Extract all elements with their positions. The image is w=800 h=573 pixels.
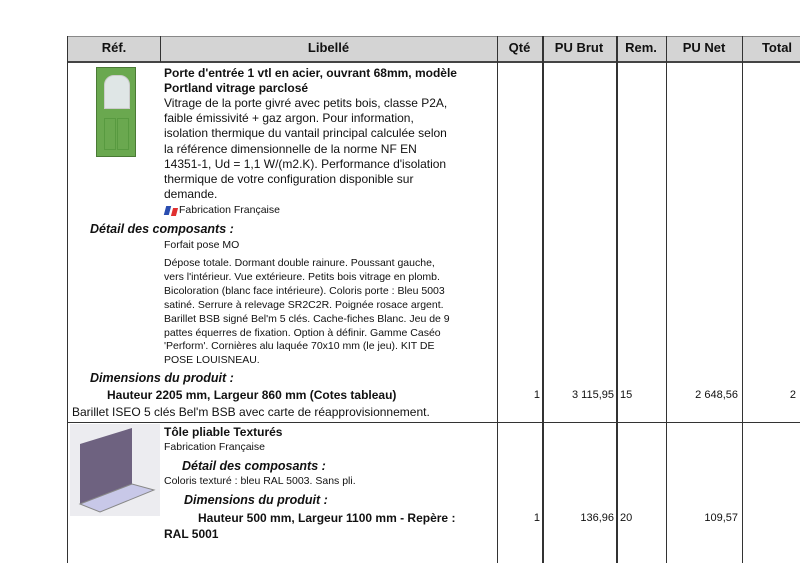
origin-label: Fabrication Française (179, 204, 280, 216)
desc-line: Vitrage de la porte givré avec petits bois, classe P2A, (164, 96, 448, 110)
door-image (96, 67, 136, 157)
origin-label: Fabrication Française (164, 441, 265, 453)
qty: 1 (533, 512, 540, 524)
french-flag-icon (165, 205, 177, 215)
dimensions: Hauteur 500 mm, Largeur 1100 mm - Repère : (198, 511, 456, 525)
desc-line: 14351-1, Ud = 1,1 W/(m2.K). Performance d'isolation (164, 156, 447, 171)
desc-line: thermique de votre configuration disponible sur (164, 172, 414, 186)
component: Forfait pose MO (164, 239, 240, 251)
component_2-line: Dépose totale. Dormant double rainure. Poussant gauche, (164, 257, 435, 269)
component_2-line: vers l'intérieur. Vue extérieure. Petits bois vitrage en plomb. (164, 270, 440, 283)
discount: 15 (620, 389, 633, 401)
col-qty: Qté (508, 40, 531, 55)
product-title: Porte d'entrée 1 vtl en acier, ouvrant 68mm, modèle (164, 66, 457, 80)
dimensions-label: Dimensions du produit : (90, 371, 234, 385)
component: Coloris texturé : bleu RAL 5003. Sans pli. (164, 475, 356, 487)
discount: 20 (620, 512, 633, 524)
total: 2 (789, 389, 796, 401)
desc-line: faible émissivité + gaz argon. Pour information, (164, 111, 414, 126)
pu-net: 109,57 (704, 512, 738, 524)
dimensions: Hauteur 2205 mm, Largeur 860 mm (Cotes tableau) (107, 388, 397, 402)
col-total: Total (761, 40, 793, 55)
desc-line: demande. (164, 187, 218, 202)
extra-line: Barillet ISEO 5 clés Bel'm BSB avec carte de réapprovisionnement. (72, 405, 430, 419)
component_2-line: Barillet BSB signé Bel'm 5 clés. Cache-fiches Blanc. Jeu de 9 (164, 312, 450, 325)
col-pu-brut: PU Brut (554, 40, 604, 55)
product-title: Portland vitrage parclosé (164, 81, 309, 95)
component_2-line: POSE LOUISNEAU. (164, 354, 260, 367)
col-rem: Rem. (625, 40, 657, 55)
component_2-line: satiné. Serrure à relevage SR2C2R. Poignée rosace argent. (164, 298, 444, 311)
dimensions-label: Dimensions du produit : (184, 493, 328, 507)
col-libelle: Libellé (307, 40, 350, 55)
sheet-image (70, 424, 160, 516)
component_2-line: 'Perform'. Cornières alu laquée 70x10 mm (le jeu). KIT DE (164, 340, 435, 353)
pu-brut: 136,96 (580, 512, 614, 524)
product-title: Tôle pliable Texturés (164, 425, 283, 439)
components-label: Détail des composants : (90, 222, 234, 236)
pu-net: 2 648,56 (695, 389, 738, 401)
desc-line: isolation thermique du vantail principal calculée selon (164, 126, 447, 141)
component_2-line: pattes équerres de fixation. Option à définir. Gamme Caséo (164, 326, 441, 339)
components-label: Détail des composants : (182, 459, 326, 473)
col-pu-net: PU Net (682, 40, 726, 55)
qty: 1 (533, 389, 540, 401)
dimensions: RAL 5001 (164, 527, 219, 541)
component_2-line: Bicoloration (blanc face intérieure). Coloris porte : Bleu 5003 (164, 284, 445, 297)
col-ref: Réf. (101, 40, 127, 55)
pu-brut: 3 115,95 (571, 389, 614, 401)
desc-line: la référence dimensionnelle de la norme NF EN (164, 141, 417, 156)
